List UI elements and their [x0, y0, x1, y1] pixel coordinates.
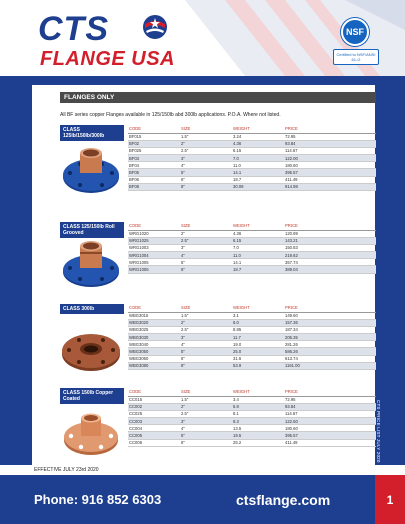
cell-weight: 6.15	[232, 147, 284, 154]
cell-weight: 4.36	[232, 230, 284, 237]
cell-weight: 11.0	[232, 252, 284, 259]
table-row	[128, 183, 376, 190]
phone-number[interactable]: Phone: 916 852 6303	[34, 492, 162, 507]
cell-price: 93.84	[284, 403, 376, 410]
cell-price: 72.95	[284, 396, 376, 403]
col-code: CODE	[128, 125, 180, 133]
table-row	[128, 162, 376, 169]
page-number: 1	[375, 475, 405, 524]
col-size: SIZE	[180, 222, 232, 230]
cell-price: 72.95	[284, 133, 376, 140]
col-code: CODE	[128, 388, 180, 396]
cell-code: WRG1006	[128, 266, 180, 273]
cell-code: WRG1005	[128, 259, 180, 266]
cell-price: 411.49	[284, 439, 376, 446]
col-weight: WEIGHT	[232, 304, 284, 312]
cell-price: 180.60	[284, 162, 376, 169]
cell-code: WBG3015	[128, 312, 180, 319]
table-row	[128, 425, 376, 432]
cell-price: 411.49	[284, 176, 376, 183]
cell-price: 613.74	[284, 355, 376, 362]
cell-price: 219.62	[284, 252, 376, 259]
cell-weight: 13.5	[232, 425, 284, 432]
cell-weight: 8.85	[232, 326, 284, 333]
cell-weight: 19.0	[232, 341, 284, 348]
globe-icon	[142, 14, 168, 40]
cell-code: WRG1003	[128, 244, 180, 251]
cell-code: WBG3060	[128, 355, 180, 362]
cell-size: 2.5"	[180, 410, 232, 417]
cell-price: 357.74	[284, 259, 376, 266]
cell-weight: 6.15	[232, 237, 284, 244]
table-row	[128, 140, 376, 147]
cell-price: 93.84	[284, 140, 376, 147]
table-row	[128, 348, 376, 355]
grooved-flange-image	[60, 238, 122, 290]
table-row	[128, 133, 376, 140]
cell-size: 6"	[180, 355, 232, 362]
flange-block-copper-coated	[60, 388, 376, 462]
table-row	[128, 439, 376, 446]
cell-size: 4"	[180, 341, 232, 348]
cell-size: 8"	[180, 362, 232, 369]
cell-size: 2.5"	[180, 326, 232, 333]
price-table	[128, 388, 376, 447]
cell-code: BF08	[128, 183, 180, 190]
cell-code: BF06	[128, 176, 180, 183]
cell-size: 2"	[180, 140, 232, 147]
cell-code: CC015	[128, 396, 180, 403]
cell-size: 6"	[180, 439, 232, 446]
table-row	[128, 410, 376, 417]
cell-code: BF05	[128, 169, 180, 176]
cell-code: WRG1004	[128, 252, 180, 259]
table-row	[128, 147, 376, 154]
cell-price: 122.00	[284, 155, 376, 162]
cell-weight: 8.1	[232, 410, 284, 417]
price-table	[128, 222, 376, 274]
cell-weight: 18.7	[232, 176, 284, 183]
cell-code: CC005	[128, 432, 180, 439]
price-table	[128, 125, 376, 191]
table-row	[128, 230, 376, 237]
cell-size: 3"	[180, 155, 232, 162]
cell-size: 1.5"	[180, 133, 232, 140]
cell-weight: 31.6	[232, 355, 284, 362]
table-row	[128, 266, 376, 273]
col-price: PRICE	[284, 388, 376, 396]
cell-code: WBG3030	[128, 334, 180, 341]
col-weight: WEIGHT	[232, 222, 284, 230]
cell-weight: 5.9	[232, 403, 284, 410]
cell-size: 6"	[180, 176, 232, 183]
cell-size: 1.5"	[180, 396, 232, 403]
table-row	[128, 326, 376, 333]
logo-cts-text: CTS	[38, 10, 109, 48]
col-size: SIZE	[180, 388, 232, 396]
cell-weight: 4.36	[232, 140, 284, 147]
table-row	[128, 176, 376, 183]
cell-price: 205.35	[284, 334, 376, 341]
cell-weight: 19.5	[232, 432, 284, 439]
flange-block-class-125-150-300	[60, 125, 376, 207]
cell-weight: 7.0	[232, 244, 284, 251]
cell-price: 395.57	[284, 169, 376, 176]
cell-weight: 14.1	[232, 259, 284, 266]
col-code: CODE	[128, 304, 180, 312]
cell-price: 1161.00	[284, 362, 376, 369]
cell-size: 4"	[180, 162, 232, 169]
nsf-badge: NSF	[341, 18, 369, 46]
block-label: CLASS 125/150lb Roll Grooved	[60, 222, 124, 238]
cell-code: BF03	[128, 155, 180, 162]
cell-code: WBG3050	[128, 348, 180, 355]
cell-price: 120.99	[284, 230, 376, 237]
cell-weight: 3.24	[232, 133, 284, 140]
cell-size: 3"	[180, 244, 232, 251]
col-size: SIZE	[180, 304, 232, 312]
website-link[interactable]: ctsflange.com	[236, 492, 331, 508]
col-price: PRICE	[284, 125, 376, 133]
logo-flange-text: FLANGE USA	[40, 48, 175, 70]
section-title: FLANGES ONLY	[60, 92, 376, 103]
table-row	[128, 259, 376, 266]
price-table	[128, 304, 376, 370]
cell-code: WBG3040	[128, 341, 180, 348]
col-price: PRICE	[284, 222, 376, 230]
cell-code: CC004	[128, 425, 180, 432]
cell-price: 114.67	[284, 410, 376, 417]
page-header	[0, 0, 405, 76]
cell-price: 389.04	[284, 266, 376, 273]
cell-price: 149.60	[284, 312, 376, 319]
cell-size: 5"	[180, 348, 232, 355]
cell-code: WBG3025	[128, 326, 180, 333]
cell-code: CC006	[128, 439, 180, 446]
cell-size: 5"	[180, 259, 232, 266]
cell-weight: 11.0	[232, 162, 284, 169]
content-area	[32, 85, 375, 465]
cell-code: CC003	[128, 418, 180, 425]
cell-code: BF025	[128, 147, 180, 154]
table-row	[128, 319, 376, 326]
block-label: CLASS 150lb Copper Coated	[60, 388, 124, 404]
cell-code: BF04	[128, 162, 180, 169]
cell-price: 114.67	[284, 147, 376, 154]
cell-size: 8"	[180, 183, 232, 190]
cell-size: 3"	[180, 418, 232, 425]
table-row	[128, 418, 376, 425]
cell-size: 1.5"	[180, 312, 232, 319]
cell-size: 2"	[180, 230, 232, 237]
cell-code: CC025	[128, 410, 180, 417]
cell-price: 586.26	[284, 348, 376, 355]
cell-weight: 3.1	[232, 312, 284, 319]
col-size: SIZE	[180, 125, 232, 133]
cell-price: 914.98	[284, 183, 376, 190]
cell-weight: 18.7	[232, 266, 284, 273]
cell-price: 180.60	[284, 425, 376, 432]
cell-weight: 30.09	[232, 183, 284, 190]
cell-price: 143.21	[284, 237, 376, 244]
table-row	[128, 312, 376, 319]
cell-price: 187.34	[284, 326, 376, 333]
cell-weight: 3.4	[232, 396, 284, 403]
copper-300lb-flange-image	[60, 316, 122, 378]
table-row	[128, 244, 376, 251]
cell-weight: 25.0	[232, 348, 284, 355]
section-intro: All BF series copper Flanges available in 125/150lb abd 300lb applications. P.O.A. Where not listed.	[60, 112, 281, 118]
cell-size: 4"	[180, 425, 232, 432]
cell-weight: 11.7	[232, 334, 284, 341]
side-vertical-text: CTS PRICE LIST JULY 2020	[376, 400, 381, 463]
frame-top	[0, 76, 405, 85]
cell-size: 5"	[180, 432, 232, 439]
table-row	[128, 155, 376, 162]
cell-price: 281.26	[284, 341, 376, 348]
table-row	[128, 334, 376, 341]
cell-weight: 9.3	[232, 418, 284, 425]
cell-size: 2"	[180, 319, 232, 326]
cell-size: 5"	[180, 169, 232, 176]
cell-weight: 14.1	[232, 169, 284, 176]
cell-size: 3"	[180, 334, 232, 341]
col-price: PRICE	[284, 304, 376, 312]
cell-weight: 6.0	[232, 319, 284, 326]
cell-weight: 53.9	[232, 362, 284, 369]
block-label: CLASS 125lb/150lb/300lb	[60, 125, 124, 141]
blue-flange-image	[60, 141, 122, 197]
cell-price: 157.36	[284, 319, 376, 326]
cell-size: 2.5"	[180, 147, 232, 154]
table-row	[128, 362, 376, 369]
table-row	[128, 396, 376, 403]
cell-code: CC002	[128, 403, 180, 410]
flange-block-class-300	[60, 304, 376, 386]
cell-code: WBG3020	[128, 319, 180, 326]
cell-price: 122.50	[284, 418, 376, 425]
page-footer	[0, 475, 405, 524]
col-weight: WEIGHT	[232, 388, 284, 396]
cell-code: WRG1020	[128, 230, 180, 237]
table-row	[128, 403, 376, 410]
effective-date: EFFECTIVE JULY 23rd 2020	[34, 467, 99, 473]
table-row	[128, 341, 376, 348]
col-code: CODE	[128, 222, 180, 230]
cell-size: 2"	[180, 403, 232, 410]
cell-weight: 7.0	[232, 155, 284, 162]
cell-weight: 25.2	[232, 439, 284, 446]
table-row	[128, 355, 376, 362]
cell-size: 6"	[180, 266, 232, 273]
cell-size: 4"	[180, 252, 232, 259]
cell-size: 2.5"	[180, 237, 232, 244]
cell-code: WRG1025	[128, 237, 180, 244]
copper-coated-flange-image	[60, 406, 122, 460]
cell-price: 150.83	[284, 244, 376, 251]
block-label: CLASS 300lb	[60, 304, 124, 314]
cell-code: BF02	[128, 140, 180, 147]
table-row	[128, 237, 376, 244]
cell-code: BF015	[128, 133, 180, 140]
table-row	[128, 252, 376, 259]
frame-left	[0, 76, 32, 465]
nsf-certification: Certified to NSF/ANSI 61-G	[333, 49, 379, 65]
table-row	[128, 432, 376, 439]
cell-code: WBG3080	[128, 362, 180, 369]
cts-logo	[38, 10, 178, 72]
col-weight: WEIGHT	[232, 125, 284, 133]
table-row	[128, 169, 376, 176]
cell-price: 395.57	[284, 432, 376, 439]
flange-block-roll-grooved	[60, 222, 376, 294]
